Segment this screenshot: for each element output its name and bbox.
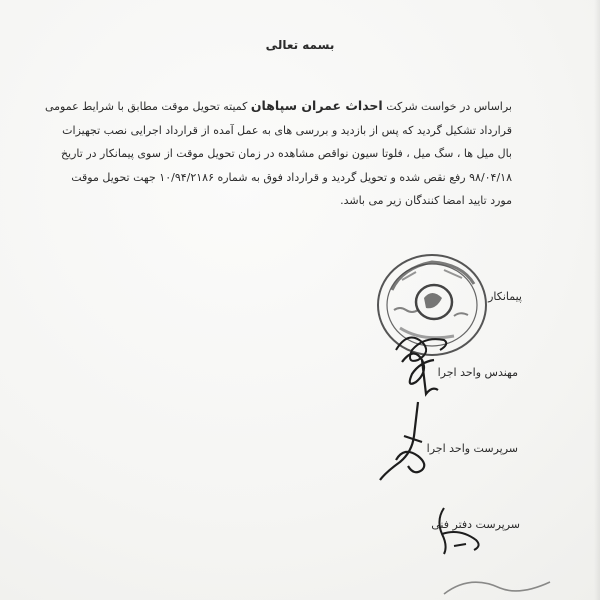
paragraph-line-1-suffix: کمیته تحویل موقت مطابق با شرایط عمومی [44, 100, 248, 113]
company-name: احداث عمران سپاهان [250, 98, 383, 113]
signatory-label-execution-supervisor: سرپرست واحد اجرا [426, 442, 518, 455]
execution-engineer-signature [392, 342, 452, 402]
execution-supervisor-signature [374, 396, 444, 486]
page-edge-shadow [594, 0, 600, 600]
document-heading: بسمه تعالی [265, 38, 335, 52]
bottom-edge-mark [440, 570, 560, 600]
technical-office-signature [430, 500, 490, 560]
paragraph-line-3: بال میل ها ، سگ میل ، فلوتا سیون نواقص مشاهده در زمان تحویل موقت از سوی پیمانکار در تاریخ [60, 147, 512, 160]
paragraph-line-1-prefix: براساس در خواست شرکت [386, 100, 512, 113]
signatory-label-execution-engineer: مهندس واحد اجرا [437, 366, 518, 379]
paragraph-line-1 [44, 94, 512, 119]
paragraph-line-5: مورد تایید امضا کنندگان زیر می باشد. [340, 194, 512, 207]
paragraph-line-2: قرارداد تشکیل گردید که پس از بازدید و بررسی های به عمل آمده از قرارداد اجرایی نصب تجهیزات [62, 123, 512, 137]
signatory-label-contractor: پیمانکار [488, 290, 522, 303]
signatory-label-technical-office-supervisor: سرپرست دفتر فنی [431, 518, 520, 531]
body-paragraph [44, 94, 512, 213]
paragraph-line-4: ۹۸/۰۴/۱۸ رفع نقص شده و تحویل گردید و قرارداد فوق به شماره ۱۰/۹۴/۲۱۸۶ جهت تحویل موقت [71, 170, 512, 184]
